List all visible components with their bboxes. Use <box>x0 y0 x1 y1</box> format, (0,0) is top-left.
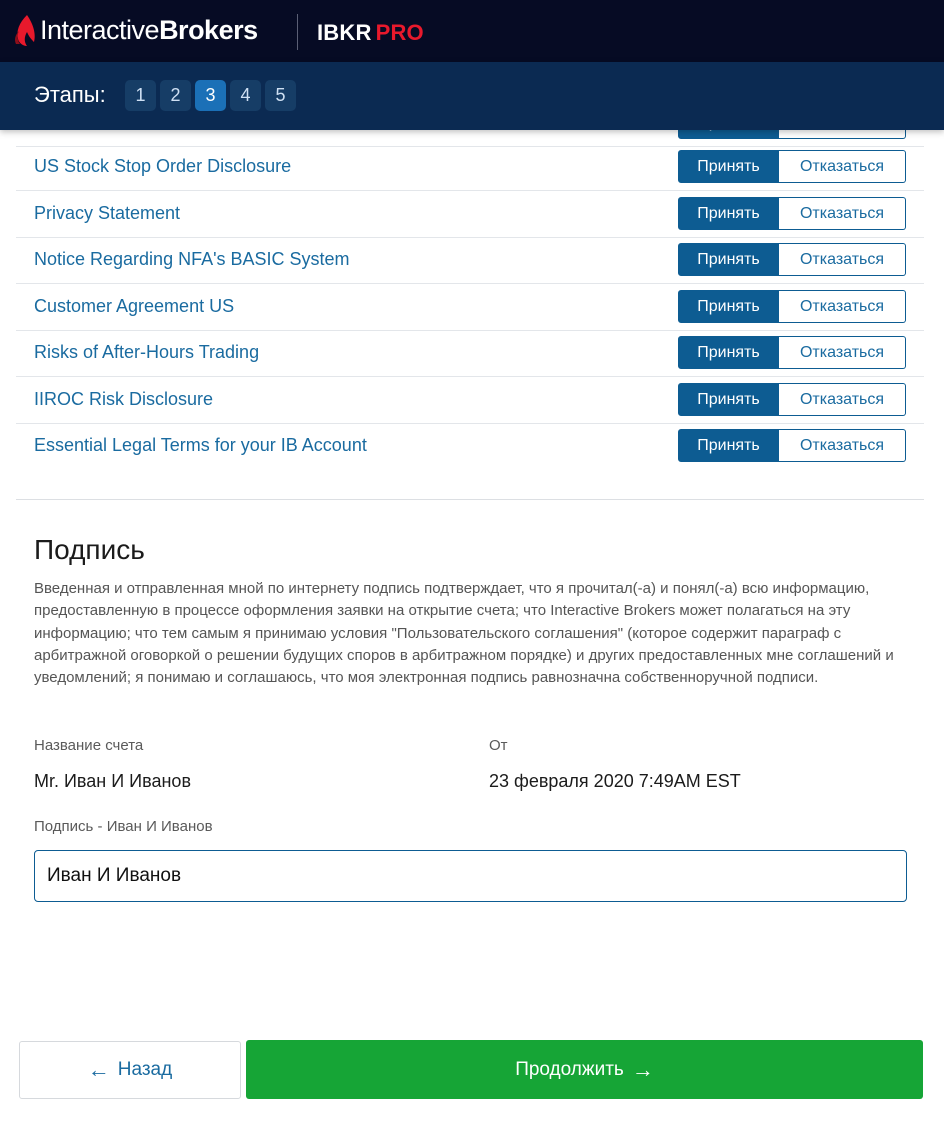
document-row <box>16 237 924 284</box>
accept-decline-group <box>678 336 906 369</box>
back-button[interactable] <box>19 1041 241 1099</box>
signature-disclaimer: Введенная и отправленная мной по интернету подпись подтверждает, что я прочитал(-а) и понял(-а) всю информацию, предоставленную в процессе оформления заявки на открытие счета; что Interactive Brokers может полагаться на эту информацию; что тем самым я принимаю условия "Пользовательского соглашения" (которое содержит параграф с арбитражной оговоркой о решении будущих споров в арбитражном порядке) и других предоставленных мне соглашений и уведомлений; я понимаю и соглашаюсь, что моя электронная подпись равнозначна собственноручной подписи. <box>34 580 894 687</box>
accept-decline-group <box>678 243 906 276</box>
accept-button[interactable]: Принять <box>678 336 779 369</box>
ib-logo[interactable] <box>14 10 258 50</box>
back-label: Назад <box>117 1059 173 1080</box>
decline-button[interactable]: Отказаться <box>779 197 906 230</box>
decline-button[interactable]: Отказаться <box>779 290 906 323</box>
document-row <box>16 423 924 469</box>
document-title[interactable]: Risks of After-Hours Trading <box>34 342 260 362</box>
step-1[interactable]: 1 <box>125 80 156 111</box>
document-title[interactable]: Essential Legal Terms for your IB Account <box>34 435 367 455</box>
date-value: 23 февраля 2020 7:49AM EST <box>489 771 741 791</box>
arrow-left-icon: ← <box>87 1057 110 1082</box>
accept-button[interactable]: Принять <box>678 383 779 416</box>
accept-decline-group <box>678 150 906 183</box>
document-title[interactable]: Notice Regarding NFA's BASIC System <box>34 249 350 269</box>
accept-decline-group <box>678 383 906 416</box>
document-title[interactable]: US Stock Stop Order Disclosure <box>34 156 292 176</box>
step-5[interactable]: 5 <box>265 80 296 111</box>
decline-button[interactable]: Отказаться <box>779 243 906 276</box>
account-name-label: Название счета <box>34 737 144 754</box>
continue-label: Продолжить <box>515 1058 624 1080</box>
decline-button[interactable]: Отказаться <box>779 383 906 416</box>
document-row <box>16 284 924 331</box>
top-navbar <box>0 0 944 62</box>
signature-heading: Подпись <box>34 534 145 565</box>
accept-decline-group <box>678 429 906 462</box>
signature-input[interactable] <box>34 850 907 902</box>
accept-button[interactable]: Принять <box>678 290 779 323</box>
steps-bar <box>0 62 944 130</box>
arrow-right-icon: → <box>631 1056 654 1082</box>
step-3-active[interactable]: 3 <box>195 80 226 111</box>
product-name: IBKR PRO <box>317 20 424 45</box>
accept-button[interactable]: Принять <box>678 150 779 183</box>
flame-icon <box>14 13 36 47</box>
decline-button[interactable]: Отказаться <box>779 336 906 369</box>
brand-name: InteractiveBrokers <box>40 14 258 45</box>
continue-button[interactable] <box>246 1040 923 1099</box>
document-row <box>16 144 924 191</box>
accept-button[interactable]: Принять <box>678 243 779 276</box>
document-title[interactable]: Privacy Statement <box>34 203 181 223</box>
logo-divider <box>297 14 298 50</box>
signature-input-label: Подпись - Иван И Иванов <box>34 818 213 835</box>
decline-button[interactable]: Отказаться <box>779 429 906 462</box>
account-name-value: Mr. Иван И Иванов <box>34 771 192 791</box>
date-label: От <box>489 737 508 754</box>
document-row <box>16 330 924 377</box>
accept-decline-group <box>678 290 906 323</box>
decline-button[interactable]: Отказаться <box>779 150 906 183</box>
document-title[interactable]: Customer Agreement US <box>34 296 235 316</box>
section-divider <box>16 499 924 500</box>
accept-button[interactable]: Принять <box>678 197 779 230</box>
document-row <box>16 191 924 238</box>
accept-decline-group <box>678 197 906 230</box>
steps-label: Этапы: <box>34 82 106 107</box>
step-4[interactable]: 4 <box>230 80 261 111</box>
document-row <box>16 377 924 424</box>
accept-button[interactable]: Принять <box>678 429 779 462</box>
document-title[interactable]: IIROC Risk Disclosure <box>34 389 214 409</box>
step-2[interactable]: 2 <box>160 80 191 111</box>
